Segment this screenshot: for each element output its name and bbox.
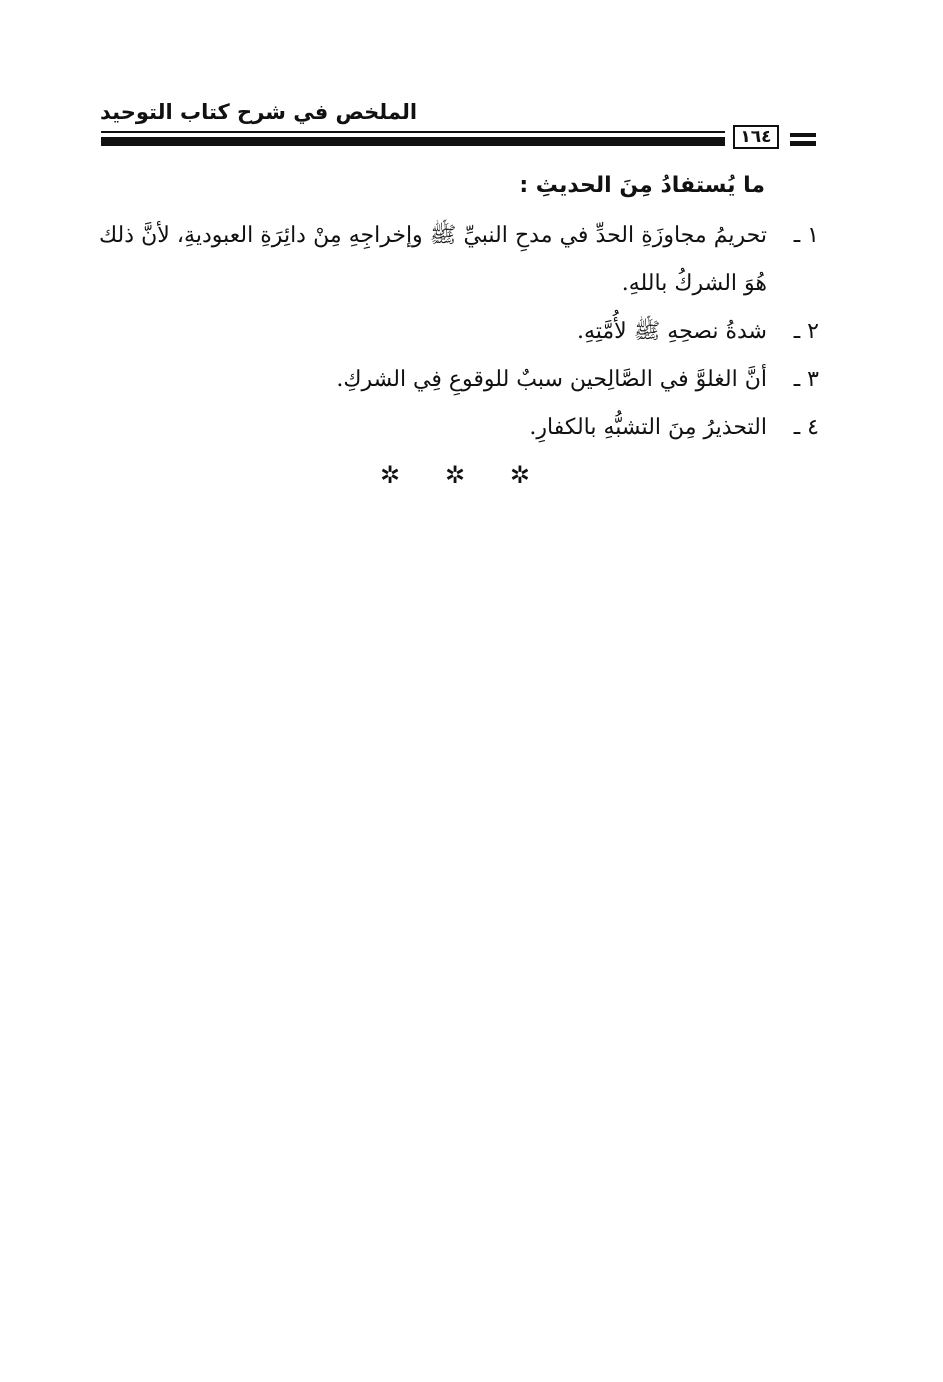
header-rule-thin (101, 131, 725, 133)
list-item-text: أنَّ الغلوَّ في الصَّالِحين سببٌ للوقوعِ فِي الشركِ. (336, 367, 767, 392)
separator-star: ✲ (380, 461, 401, 489)
list-item (99, 308, 819, 356)
section-separator (380, 460, 530, 490)
list-item-number: ٣ ـ (793, 367, 819, 392)
separator-star: ✲ (444, 461, 466, 489)
list-item-text: التحذيرُ مِنَ التشبُّهِ بالكفارِ. (529, 415, 767, 440)
running-header-title: الملخص في شرح كتاب التوحيد (100, 100, 418, 124)
page-number: ١٦٤ (733, 125, 779, 149)
list-item (99, 212, 819, 308)
header-ornament-dash (790, 133, 816, 137)
header-ornament-dash (790, 141, 816, 146)
section-heading: ما يُستفادُ مِنَ الحديثِ : (519, 173, 765, 198)
list-item-text: شدةُ نصحِهِ ﷺ لأُمَّتِهِ. (576, 319, 767, 344)
list-item-number: ١ ـ (793, 223, 819, 248)
list-item (99, 404, 819, 452)
list-item-number: ٤ ـ (793, 415, 819, 440)
separator-star: ✲ (509, 461, 530, 489)
header-rule-thick (101, 137, 725, 146)
list-item-number: ٢ ـ (793, 319, 819, 344)
list-item (99, 356, 819, 404)
benefits-list (99, 212, 819, 452)
list-item-text: تحريمُ مجاوزَةِ الحدِّ في مدحِ النبيِّ ﷺ وإخراجِهِ مِنْ دائِرَةِ العبوديةِ، لأنَّ ذلك هُوَ الشركُ باللهِ. (99, 223, 767, 296)
